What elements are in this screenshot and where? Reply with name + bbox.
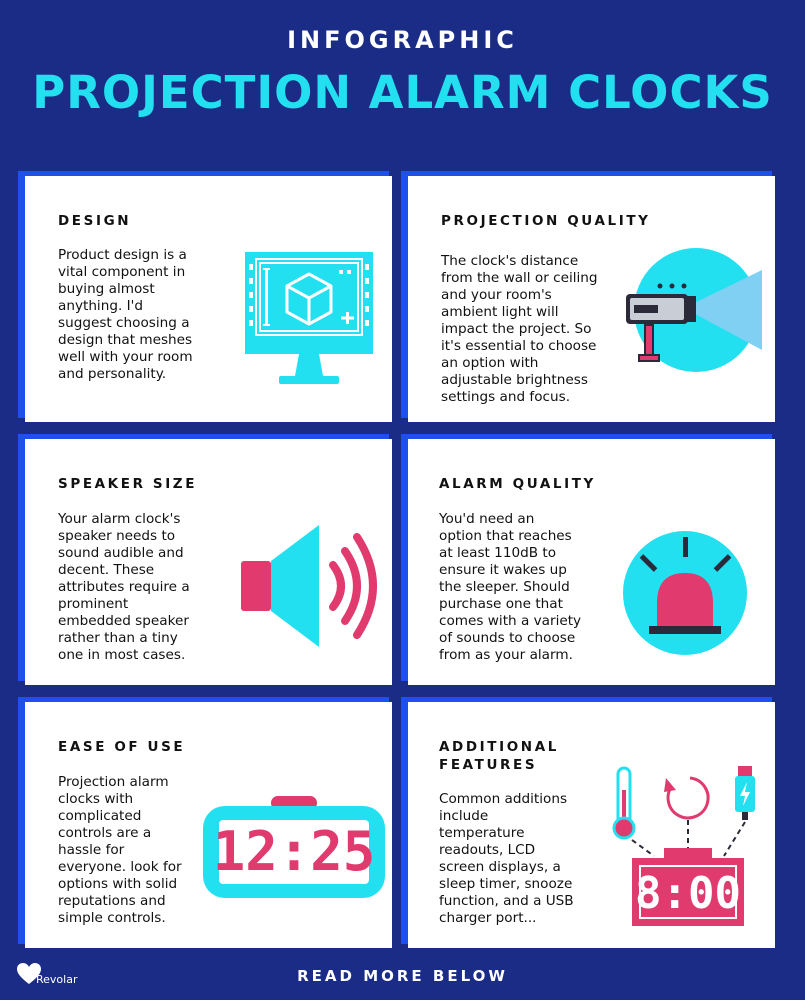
card-text: Your alarm clock's speaker needs to sound audible and decent. These attributes require a prominent embedded speaker rather than a tiny one in most cases. [58, 511, 190, 663]
card-ease-of-use [25, 702, 392, 948]
read-more-link[interactable]: READ MORE BELOW [297, 967, 508, 985]
digital-clock-icon [199, 794, 389, 904]
siren-icon [613, 531, 759, 655]
card-text: You'd need an option that reaches at least 110dB to ensure it wakes up the sleeper. Should purchase one that comes with a variety of sounds to choose from as your alarm. [439, 511, 582, 663]
speaker-icon [237, 521, 383, 651]
card-design [25, 176, 392, 422]
card-text: Product design is a vital component in buying almost anything. I'd suggest choosing a design that meshes well with your room and personality. [58, 247, 193, 382]
card-heading: SPEAKER SIZE [58, 476, 198, 492]
card-speaker-size [25, 439, 392, 685]
page-kicker: INFOGRAPHIC [287, 26, 518, 54]
card-text: Projection alarm clocks with complicated controls are a hassle for everyone. look for options with solid reputations and simple controls. [58, 774, 182, 926]
card-projection-quality [408, 176, 775, 422]
usb-charger-icon [735, 766, 755, 820]
projector-icon [614, 246, 764, 386]
monitor-3d-cube-icon [243, 250, 375, 390]
card-heading: DESIGN [58, 213, 132, 229]
logo-text: Revolar [36, 973, 78, 986]
card-heading: PROJECTION QUALITY [441, 213, 651, 229]
card-heading: EASE OF USE [58, 739, 186, 755]
card-text: The clock's distance from the wall or ceiling and your room's ambient light will impact the project. So it's essential to choose an option with adjustable brightness settings and focus. [441, 253, 598, 405]
card-heading: ADDITIONAL FEATURES [439, 739, 559, 773]
clock-display: 8:00 [635, 868, 741, 919]
card-additional-features [408, 702, 775, 948]
clock-display: 12:25 [212, 820, 376, 883]
card-alarm-quality [408, 439, 775, 685]
card-text: Common additions include temperature readouts, LCD screen displays, a sleep timer, snooze function, and a USB charger port... [439, 791, 574, 926]
card-heading: ALARM QUALITY [439, 476, 596, 492]
page-title: PROJECTION ALARM CLOCKS [32, 66, 773, 119]
features-clock-icon [606, 764, 766, 930]
refresh-icon [664, 778, 708, 818]
thermometer-icon [614, 768, 634, 838]
